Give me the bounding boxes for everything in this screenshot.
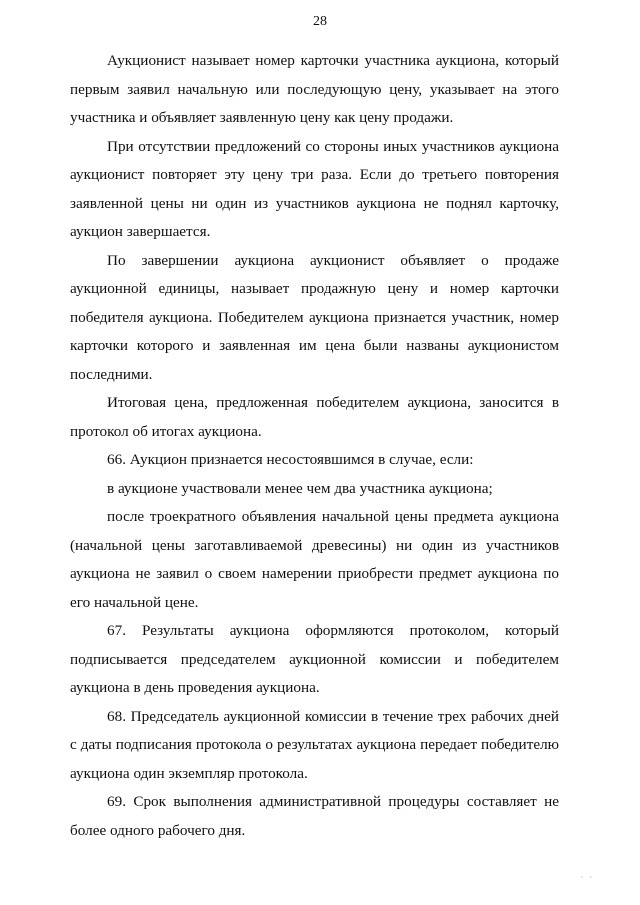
page-number: 28 bbox=[313, 14, 327, 29]
paragraph-item-68: 68. Председатель аукционной комиссии в течение трех рабочих дней с даты подписания протокола о результатах аукциона передает победителю аукциона один экземпляр протокола. bbox=[70, 707, 559, 782]
paragraph-item-69: 69. Срок выполнения административной процедуры составляет не более одного рабочего дня. bbox=[70, 793, 559, 839]
paragraph-auctioneer-names-card: Аукционист называет номер карточки участника аукциона, который первым заявил начальную или последующую цену, указывает на этого участника и объявляет заявленную цену как цену продажи. bbox=[70, 52, 559, 126]
scan-corner-marks: · · bbox=[580, 873, 594, 882]
paragraph-item-66-condition-1: в аукционе участвовали менее чем два участника аукциона; bbox=[107, 479, 493, 497]
document-body bbox=[70, 47, 559, 845]
paragraph-price-repeated: При отсутствии предложений со стороны иных участников аукциона аукционист повторяет эту цену три раза. Если до третьего повторения заявленной цены ни один из участников аукциона не поднял карточку, аукцион завершается. bbox=[70, 137, 559, 240]
paragraph-item-67: 67. Результаты аукциона оформляются протоколом, который подписывается председателем аукционной комиссии и победителем аукциона в день проведения аукциона. bbox=[70, 622, 559, 696]
paragraph-final-price: Итоговая цена, предложенная победителем аукциона, заносится в протокол об итогах аукциона. bbox=[70, 394, 559, 440]
paragraph-item-66: 66. Аукцион признается несостоявшимся в случае, если: bbox=[107, 451, 474, 468]
paragraph-item-66-condition-2: после троекратного объявления начальной цены предмета аукциона (начальной цены заготавливаемой древесины) ни один из участников аукциона не заявил о своем намерении приобрести предмет аукциона по его начальной цене. bbox=[70, 508, 559, 611]
paragraph-auction-completion: По завершении аукциона аукционист объявляет о продаже аукционной единицы, называет продажную цену и номер карточки победителя аукциона. Победителем аукциона признается участник, номер карточки которого и заявленная им цена были названы аукционистом последними. bbox=[70, 251, 559, 383]
